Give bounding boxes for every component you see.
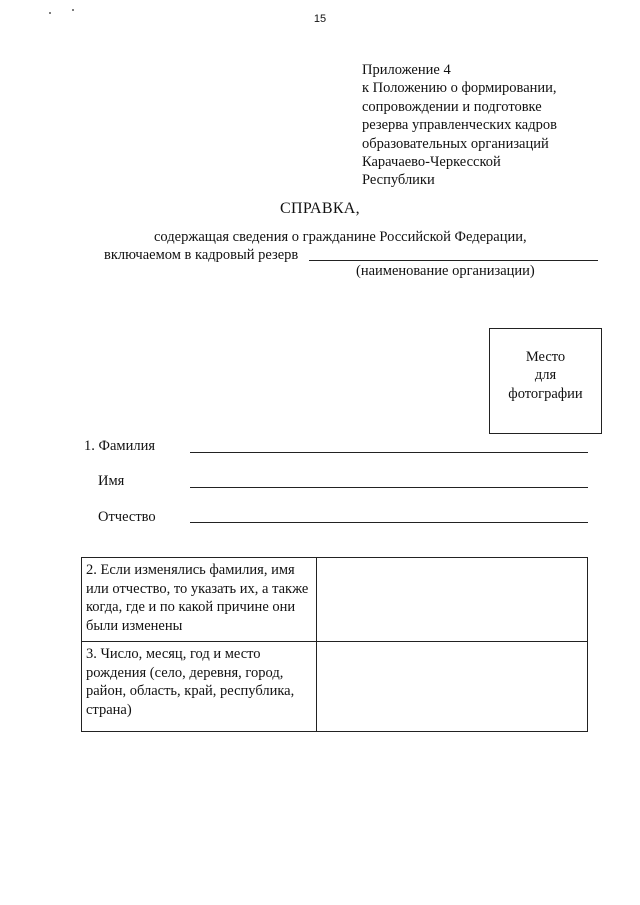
name-change-answer[interactable] (317, 558, 588, 642)
birth-info-question: 3. Число, месяц, год и место рождения (село, деревня, город, район, область, край, республика, страна) (82, 642, 317, 732)
first-name-label: Имя (98, 473, 125, 489)
appendix-line: образовательных организаций (362, 135, 549, 152)
appendix-line: Республики (362, 172, 435, 189)
page-number: 15 (313, 13, 327, 25)
document-title: СПРАВКА, (280, 200, 360, 217)
appendix-line: к Положению о формировании, (362, 80, 557, 97)
patronymic-field[interactable] (190, 522, 588, 523)
photo-label-line: фотографии (508, 385, 583, 402)
photo-label-line: для (534, 367, 557, 384)
patronymic-label: Отчество (98, 509, 156, 525)
first-name-field[interactable] (190, 487, 588, 488)
surname-field[interactable] (190, 452, 588, 453)
table-row (82, 642, 588, 732)
subtitle-line-2: включаемом в кадровый резерв (104, 247, 299, 263)
photo-placeholder (489, 328, 602, 434)
appendix-header (362, 61, 612, 190)
table-row (82, 558, 588, 642)
appendix-line: Карачаево-Черкесской (362, 154, 501, 171)
appendix-line: резерва управленческих кадров (362, 117, 557, 134)
appendix-line: Приложение 4 (362, 62, 451, 78)
scan-speck (72, 9, 74, 11)
subtitle-line-1: содержащая сведения о гражданине Российской Федерации, (154, 229, 527, 245)
organization-caption: (наименование организации) (356, 263, 535, 279)
surname-label: 1. Фамилия (84, 438, 155, 454)
photo-label-line: Место (525, 349, 566, 365)
info-table (81, 557, 588, 732)
appendix-line: сопровождении и подготовке (362, 98, 542, 115)
organization-name-line[interactable] (309, 260, 598, 261)
birth-info-answer[interactable] (317, 642, 588, 732)
name-change-question: 2. Если изменялись фамилия, имя или отчество, то указать их, а также когда, где и по какой причине они были изменены (82, 558, 317, 642)
